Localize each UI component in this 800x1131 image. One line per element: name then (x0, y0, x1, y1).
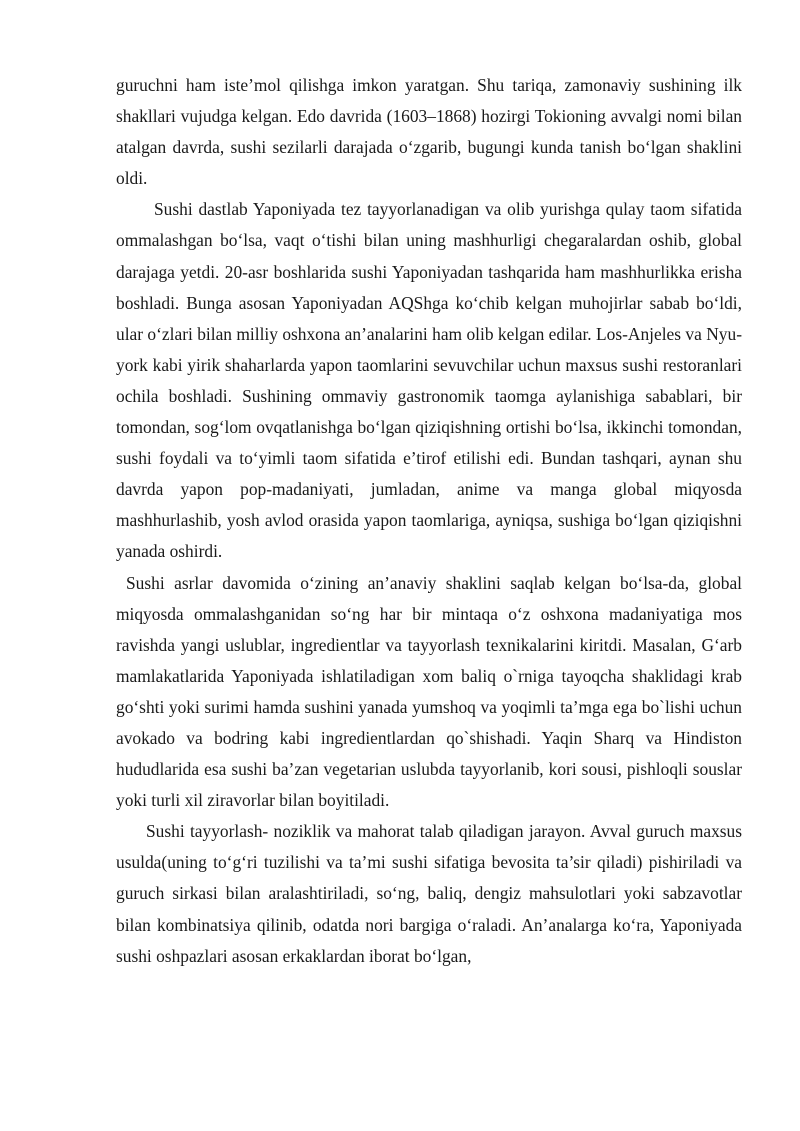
paragraph-1: guruchni ham iste’mol qilishga imkon yaratgan. Shu tariqa, zamonaviy sushining ilk shakllari vujudga kelgan. Edo davrida (1603–1868) hozirgi Tokioning avvalgi nomi bilan atalgan davrda, sushi sezilarli darajada o‘zgarib, bugungi kunda tanish bo‘lgan shaklini oldi. (116, 75, 742, 189)
paragraph-2: Sushi dastlab Yaponiyada tez tayyorlanadigan va olib yurishga qulay taom sifatida ommalashgan bo‘lsa, vaqt o‘tishi bilan uning mashhurligi chegaralardan oshib, global darajaga yetdi. 20-asr boshlarida sushi Yaponiyadan tashqarida ham mashhurlikka erisha boshladi. Bunga asosan Yaponiyadan AQShga ko‘chib kelgan muhojirlar sabab bo‘ldi, ular o‘zlari bilan milliy oshxona an’analarini ham olib kelgan edilar. Los-Anjeles va Nyu-york kabi yirik shaharlarda yapon taomlarini sevuvchilar uchun maxsus sushi restoranlari ochila boshladi. Sushining ommaviy gastronomik taomga aylanishiga sabablari, bir tomondan, sog‘lom ovqatlanishga bo‘lgan qiziqishning ortishi bo‘lsa, ikkinchi tomondan, sushi foydali va to‘yimli taom sifatida e’tirof etilishi edi. Bundan tashqari, aynan shu davrda yapon pop-madaniyati, jumladan, anime va manga global miqyosda mashhurlashib, yosh avlod orasida yapon taomlariga, ayniqsa, sushiga bo‘lgan qiziqishni yanada oshirdi. (116, 199, 742, 562)
paragraph-3: Sushi asrlar davomida o‘zining an’anaviy shaklini saqlab kelgan bo‘lsa-da, global miqyosda ommalashganidan so‘ng har bir mintaqa o‘z oshxona madaniyatiga mos ravishda yangi uslublar, ingredientlar va tayyorlash texnikalarini kiritdi. Masalan, G‘arb mamlakatlarida Yaponiyada ishlatiladigan xom baliq o`rniga tayoqcha shaklidagi krab go‘shti yoki surimi hamda sushini yanada yumshoq va yoqimli ta’mga ega bo`lishi uchun avokado va bodring kabi ingredientlardan qo`shishadi. Yaqin Sharq va Hindiston hududlarida esa sushi ba’zan vegetarian uslubda tayyorlanib, kori sousi, pishloqli souslar yoki turli xil ziravorlar bilan boyitiladi. (116, 572, 742, 811)
document-page (116, 70, 742, 972)
paragraph-4: Sushi tayyorlash- noziklik va mahorat talab qiladigan jarayon. Avval guruch maxsus usulda(uning to‘g‘ri tuzilishi va ta’mi sushi sifatiga bevosita ta’sir qiladi) pishiriladi va guruch sirkasi bilan aralashtiriladi, so‘ng, baliq, dengiz mahsulotlari yoki sabzavotlar bilan kombinatsiya qilinib, odatda nori bargiga o‘raladi. An’analarga ko‘ra, Yaponiyada sushi oshpazlari asosan erkaklardan iborat bo‘lgan, (116, 821, 742, 966)
